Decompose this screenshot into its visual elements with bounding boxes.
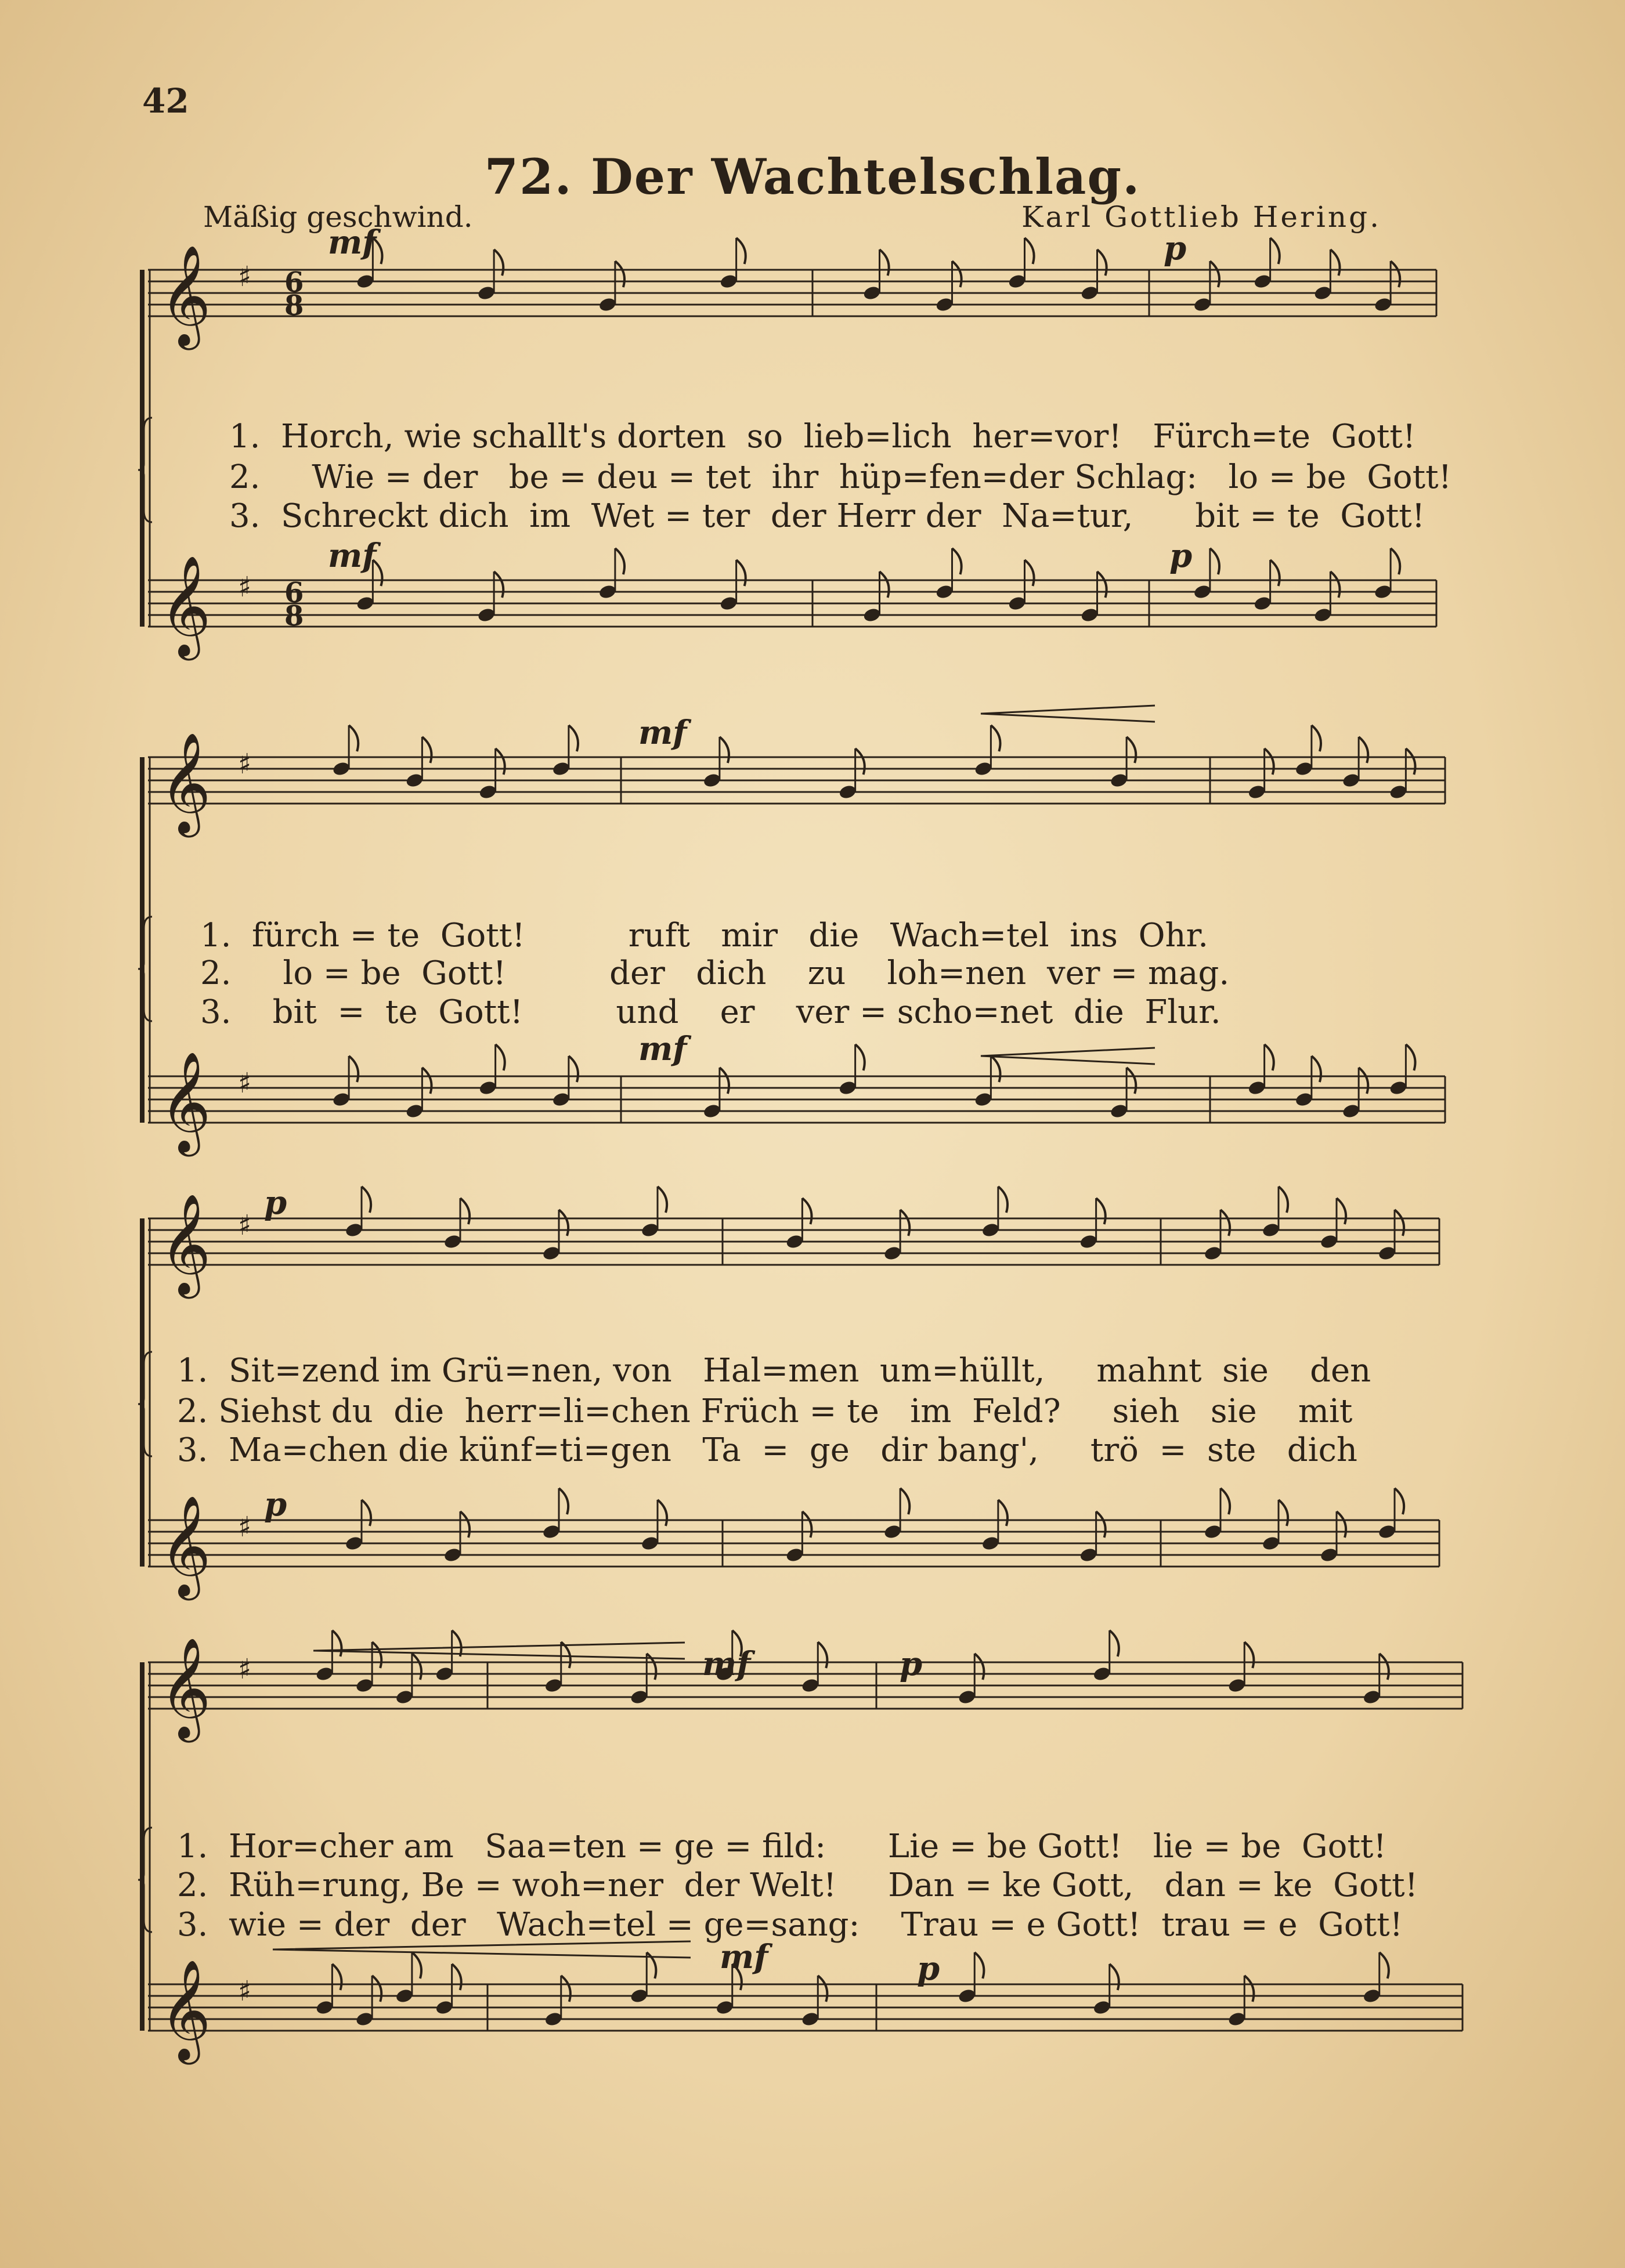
note-flag <box>1110 1630 1119 1656</box>
note-flag <box>1279 1187 1288 1213</box>
treble-clef: 𝄞 <box>160 1637 211 1738</box>
note-flag <box>818 1976 827 2002</box>
note-flag <box>1312 1056 1321 1082</box>
page-number: 42 <box>142 81 189 121</box>
note-flag <box>1220 1210 1230 1236</box>
note-flag <box>974 1952 984 1978</box>
note-flag <box>1395 1488 1404 1514</box>
note-flag <box>1244 1976 1254 2002</box>
dynamic-mf: mf <box>638 1030 687 1068</box>
lyric-line: 3. Ma=chen die künf=ti=gen Ta = ge dir bang', trö = ste dich <box>177 1431 1357 1469</box>
note-flag <box>1279 1500 1288 1526</box>
note-flag <box>561 1976 570 2002</box>
note-flag <box>1025 560 1034 586</box>
note-flag <box>802 1198 811 1224</box>
dynamic-p: p <box>264 1184 287 1222</box>
dynamic-mf: mf <box>328 223 377 262</box>
note-flag <box>452 1964 461 1990</box>
note-flag <box>1406 748 1415 775</box>
note-flag <box>1096 1511 1106 1538</box>
note-flag <box>1330 249 1339 276</box>
note-flag <box>855 1044 865 1070</box>
note-flag <box>1210 261 1219 287</box>
lyric-line: 3. wie = der der Wach=tel = ge=sang: Trau = e Gott! trau = e Gott! <box>177 1906 1403 1944</box>
note-flag <box>496 1044 505 1070</box>
note-flag <box>460 1511 470 1538</box>
lyric-line: 3. bit = te Gott! und er ver = scho=net die Flur. <box>200 993 1221 1031</box>
note-flag <box>855 748 865 775</box>
lyric-line: 1. fürch = te Gott! ruft mir die Wach=tel ins Ohr. <box>200 917 1209 954</box>
crescendo-hairpin <box>313 1643 685 1659</box>
note-flag <box>422 737 431 763</box>
note-flag <box>802 1511 811 1538</box>
dynamic-p: p <box>1169 537 1193 575</box>
note-flag <box>1330 571 1339 598</box>
note-flag <box>569 1056 578 1082</box>
note-flag <box>1265 1044 1274 1070</box>
note-flag <box>1126 1068 1136 1094</box>
sharp-key-signature: ♯ <box>238 1975 252 2007</box>
note-flag <box>1406 1044 1415 1070</box>
note-flag <box>736 560 746 586</box>
note-flag <box>1337 1511 1346 1538</box>
lyric-line: 1. Hor=cher am Saa=ten = ge = fild: Lie = be Gott! lie = be Gott! <box>177 1828 1386 1865</box>
tempo-marking: Mäßig geschwind. <box>203 200 473 234</box>
lyric-line: 1. Horch, wie schallt's dorten so lieb=lich her=vor! Fürch=te Gott! <box>229 418 1416 455</box>
note-flag <box>880 249 889 276</box>
lyric-line: 2. Rüh=rung, Be = woh=ner der Welt! Dan = ke Gott, dan = ke Gott! <box>177 1867 1418 1904</box>
sharp-key-signature: ♯ <box>238 1209 252 1242</box>
note-flag <box>998 1500 1008 1526</box>
note-flag <box>880 571 889 598</box>
note-flag <box>362 1187 371 1213</box>
treble-clef: 𝄞 <box>160 1193 211 1294</box>
treble-clef: 𝄞 <box>160 732 211 833</box>
note-flag <box>1395 1210 1404 1236</box>
crescendo-hairpin <box>981 1048 1155 1064</box>
note-flag <box>1380 1654 1389 1680</box>
note-flag <box>1359 737 1368 763</box>
note-flag <box>952 261 962 287</box>
note-flag <box>332 1630 341 1656</box>
note-flag <box>1270 560 1280 586</box>
note-flag <box>998 1187 1008 1213</box>
time-signature-top: 6 <box>284 577 304 609</box>
note-flag <box>952 548 962 574</box>
note-flag <box>1270 238 1280 264</box>
crescendo-hairpin <box>273 1941 691 1958</box>
lyric-line: 2. Wie = der be = deu = tet ihr hüp=fen=der Schlag: lo = be Gott! <box>229 458 1452 496</box>
treble-clef: 𝄞 <box>160 245 211 346</box>
dynamic-p: p <box>264 1485 287 1524</box>
lyric-line: 1. Sit=zend im Grü=nen, von Hal=men um=hüllt, mahnt sie den <box>177 1352 1371 1390</box>
note-flag <box>900 1210 909 1236</box>
note-flag <box>422 1068 431 1094</box>
note-flag <box>720 737 729 763</box>
time-signature-bottom: 8 <box>284 290 304 322</box>
dynamic-p: p <box>900 1645 923 1683</box>
note-flag <box>1096 1198 1106 1224</box>
dynamic-mf: mf <box>328 537 377 575</box>
note-flag <box>1097 571 1107 598</box>
note-flag <box>559 1210 568 1236</box>
note-flag <box>615 261 624 287</box>
note-flag <box>460 1198 470 1224</box>
note-flag <box>559 1488 568 1514</box>
dynamic-mf: mf <box>638 714 687 752</box>
note-flag <box>974 1654 984 1680</box>
note-flag <box>1025 238 1034 264</box>
note-flag <box>658 1187 667 1213</box>
note-flag <box>1110 1964 1119 1990</box>
note-flag <box>720 1068 729 1094</box>
note-flag <box>991 725 1000 751</box>
note-flag <box>1337 1198 1346 1224</box>
note-flag <box>736 238 746 264</box>
note-flag <box>1391 548 1400 574</box>
note-flag <box>494 249 503 276</box>
lyric-line: 2. lo = be Gott! der dich zu loh=nen ver = mag. <box>200 954 1230 992</box>
note-flag <box>1244 1642 1254 1668</box>
composer-name: Karl Gottlieb Hering. <box>1021 200 1381 234</box>
note-flag <box>1097 249 1107 276</box>
note-flag <box>818 1642 827 1668</box>
song-title: 72. Der Wachtelschlag. <box>484 148 1141 205</box>
note-flag <box>362 1500 371 1526</box>
dynamic-mf: mf <box>720 1938 768 1976</box>
dynamic-p: p <box>917 1949 940 1988</box>
treble-clef: 𝄞 <box>160 1959 211 2060</box>
note-flag <box>494 571 503 598</box>
note-flag <box>372 1976 381 2002</box>
note-flag <box>658 1500 667 1526</box>
note-flag <box>1359 1068 1368 1094</box>
note-flag <box>1380 1952 1389 1978</box>
treble-clef: 𝄞 <box>160 555 211 656</box>
note-flag <box>412 1654 421 1680</box>
note-flag <box>991 1056 1000 1082</box>
treble-clef: 𝄞 <box>160 1051 211 1152</box>
crescendo-hairpin <box>981 706 1155 722</box>
dynamic-p: p <box>1164 229 1187 267</box>
note-flag <box>1391 261 1400 287</box>
sharp-key-signature: ♯ <box>238 1653 252 1685</box>
lyric-line: 3. Schreckt dich im Wet = ter der Herr der Na=tur, bit = te Gott! <box>229 497 1425 535</box>
note-flag <box>1265 748 1274 775</box>
note-flag <box>412 1952 421 1978</box>
dynamic-mf: mf <box>702 1645 751 1683</box>
note-flag <box>452 1630 461 1656</box>
sharp-key-signature: ♯ <box>238 1067 252 1099</box>
note-flag <box>372 1642 381 1668</box>
note-flag <box>615 548 624 574</box>
sharp-key-signature: ♯ <box>238 748 252 780</box>
note-flag <box>1312 725 1321 751</box>
lyric-line: 2. Siehst du die herr=li=chen Früch = te im Feld? sieh sie mit <box>177 1392 1353 1430</box>
note-flag <box>349 725 358 751</box>
note-flag <box>332 1964 341 1990</box>
note-flag <box>1220 1488 1230 1514</box>
note-flag <box>569 725 578 751</box>
sharp-key-signature: ♯ <box>238 1511 252 1543</box>
time-signature-bottom: 8 <box>284 600 304 632</box>
note-flag <box>900 1488 909 1514</box>
note-flag <box>1210 548 1219 574</box>
sharp-key-signature: ♯ <box>238 261 252 293</box>
treble-clef: 𝄞 <box>160 1495 211 1596</box>
note-flag <box>496 748 505 775</box>
sharp-key-signature: ♯ <box>238 571 252 603</box>
note-flag <box>1126 737 1136 763</box>
note-flag <box>349 1056 358 1082</box>
time-signature-top: 6 <box>284 266 304 299</box>
